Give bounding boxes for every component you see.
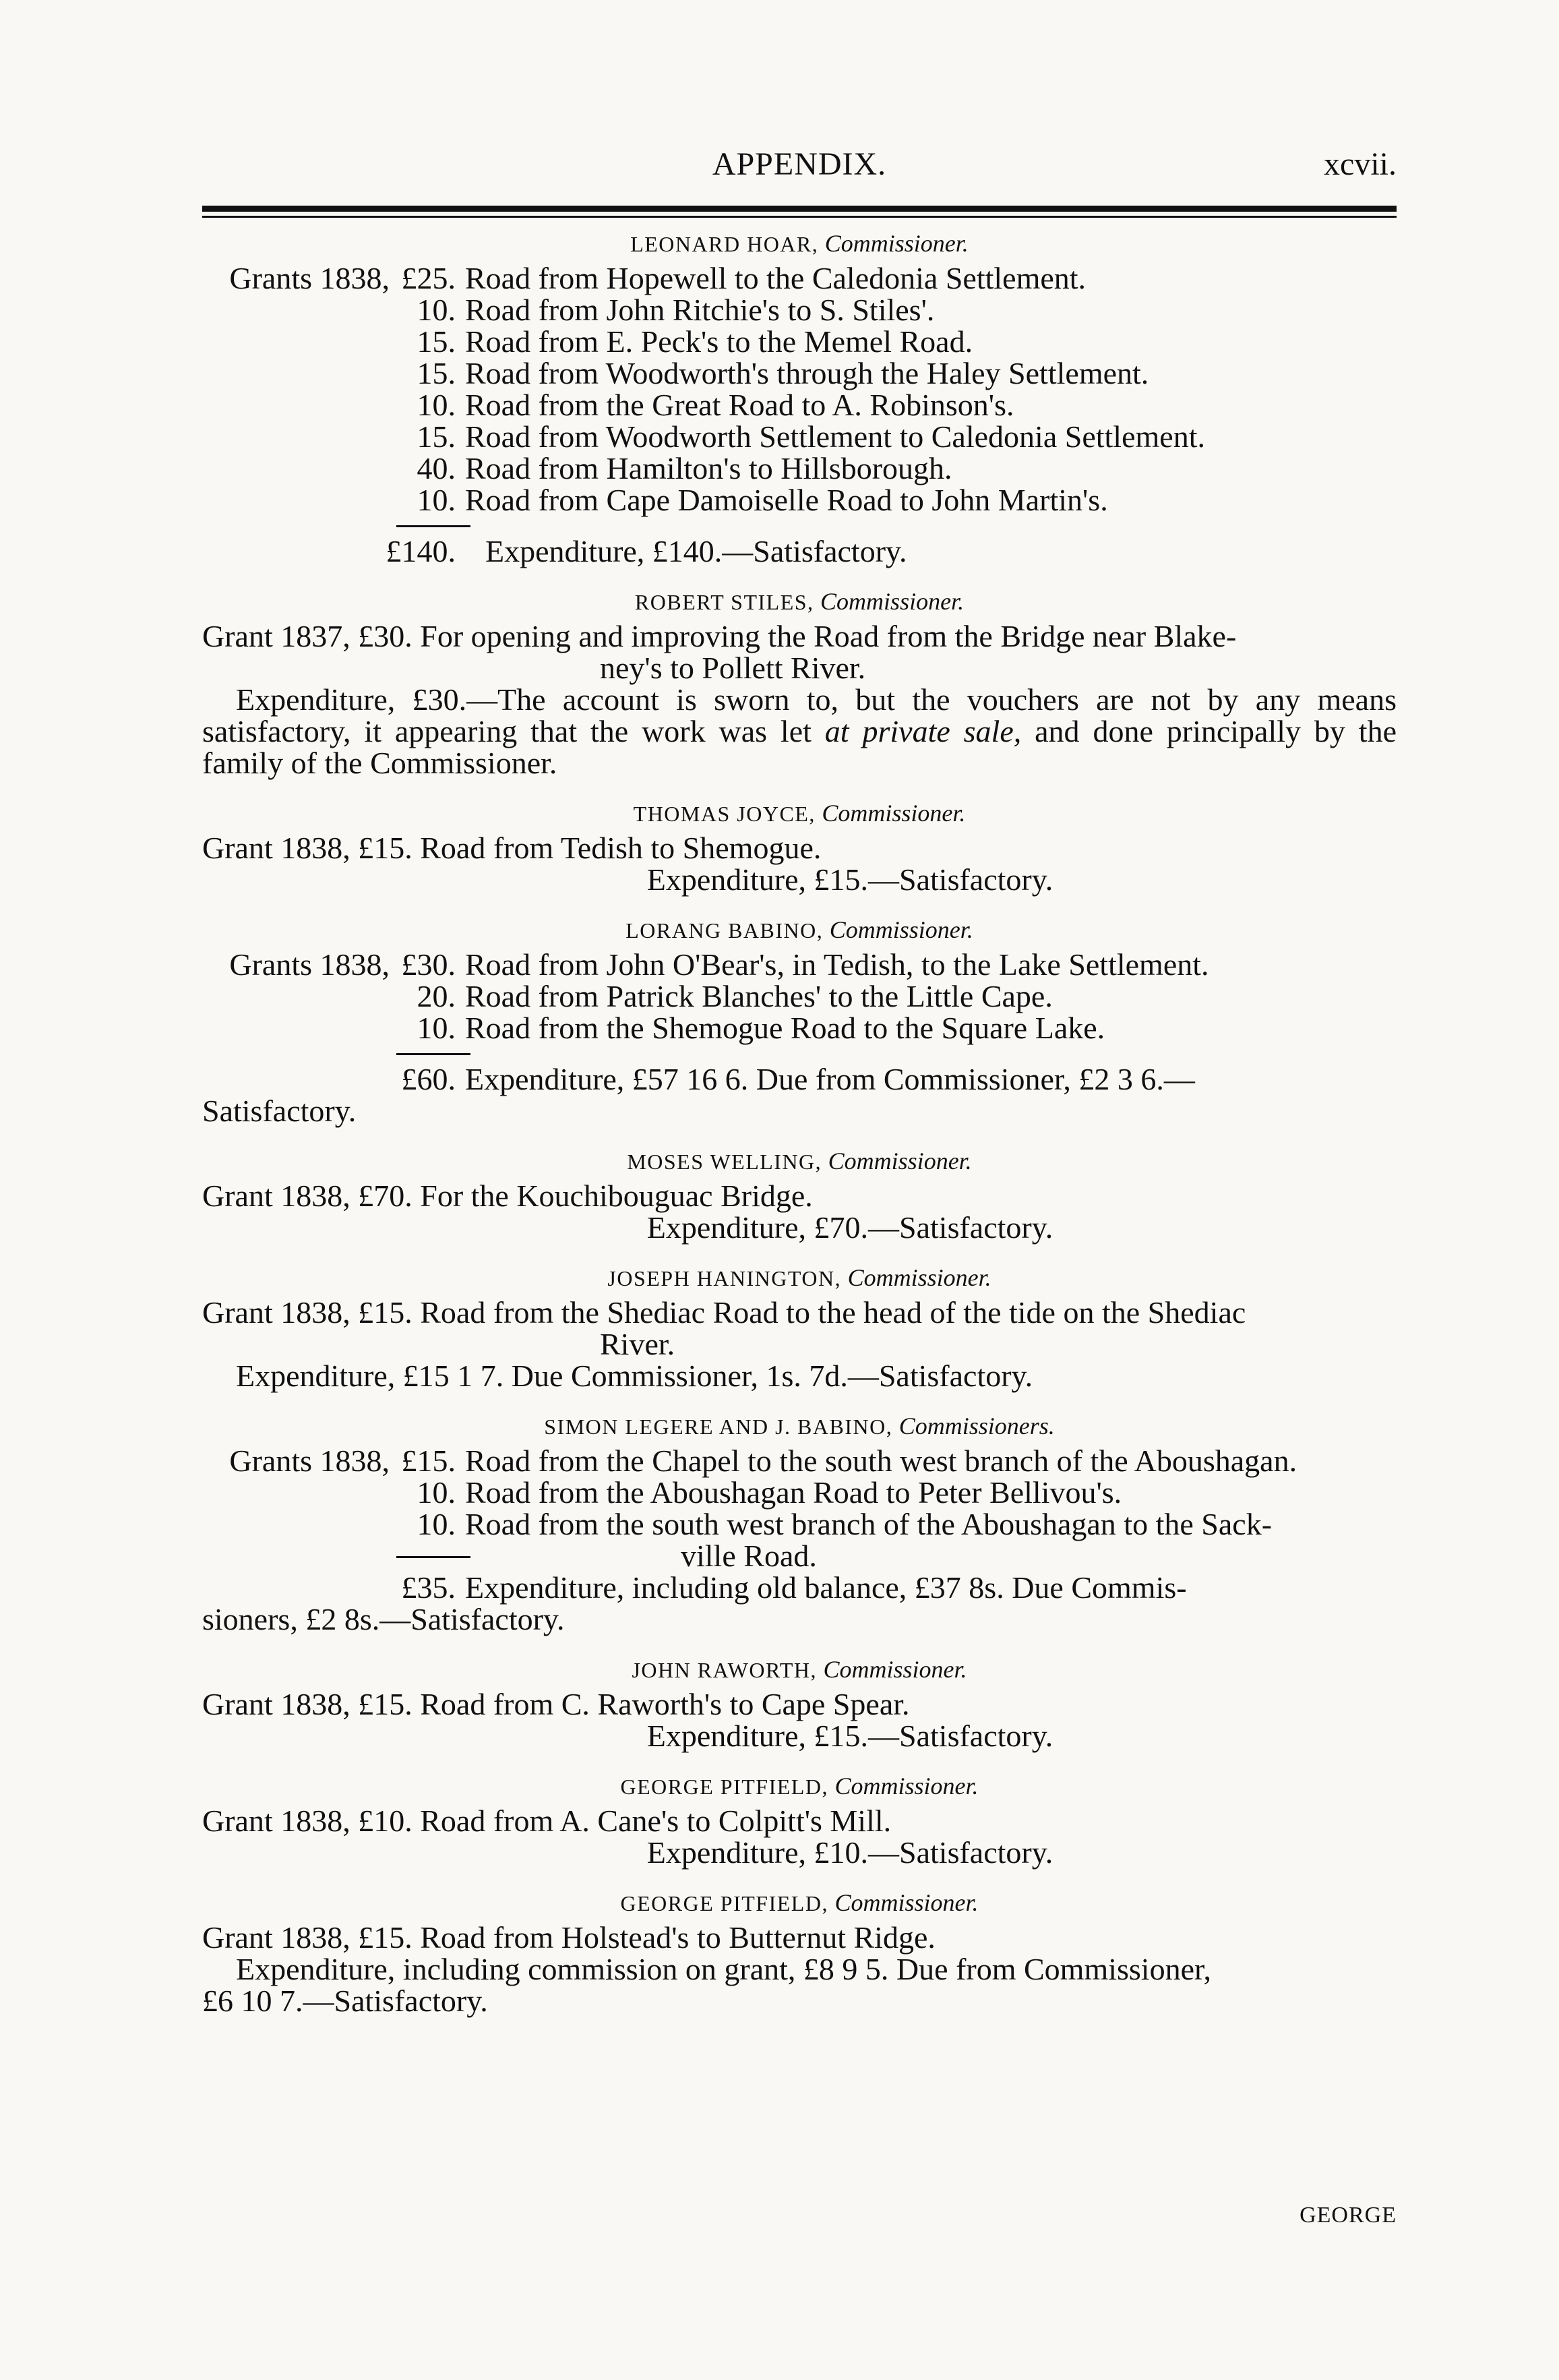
grant-row: Grants 1838, £15. Road from the Chapel to the south west branch of the Aboushagan. xyxy=(202,1445,1397,1477)
commissioner-heading: LORANG BABINO, Commissioner. xyxy=(625,916,973,943)
grant-row: 15. Road from E. Peck's to the Memel Road. xyxy=(417,324,973,359)
commissioner-heading: GEORGE PITFIELD, Commissioner. xyxy=(620,1889,979,1916)
catchword: GEORGE xyxy=(1300,2203,1397,2228)
grant-row: 10. Road from John Ritchie's to S. Stiles'. xyxy=(417,293,935,327)
header-rule-thick xyxy=(202,206,1397,212)
grant-line: Grant 1838, £15. Road from Tedish to Shemogue. xyxy=(202,831,822,865)
grant-line: Grant 1838, £10. Road from A. Cane's to Colpitt's Mill. xyxy=(202,1804,892,1838)
total-row-continued: sioners, £2 8s.—Satisfactory. xyxy=(202,1602,565,1636)
grant-label: Grants 1838, xyxy=(229,261,390,295)
grant-line: Grant 1838, £15. Road from the Shediac Road to the head of the tide on the Shediac xyxy=(202,1295,1246,1330)
expenditure-line: Expenditure, £15 1 7. Due Commissioner, 1s. 7d.—Satisfactory. xyxy=(236,1359,1033,1393)
grant-row: 15. Road from Woodworth Settlement to Caledonia Settlement. xyxy=(417,419,1205,454)
appendix-body xyxy=(202,229,1397,2037)
commissioner-heading: THOMAS JOYCE, Commissioner. xyxy=(633,800,966,827)
grant-line: Grant 1838, £15. Road from C. Raworth's to Cape Spear. xyxy=(202,1687,910,1721)
grant-row: 40. Road from Hamilton's to Hillsborough. xyxy=(417,451,952,485)
total-row: £35. Expenditure, including old balance, £37 8s. Due Commis- xyxy=(401,1570,1187,1605)
commissioner-heading: ROBERT STILES, Commissioner. xyxy=(634,588,965,615)
commissioner-heading: JOSEPH HANINGTON, Commissioner. xyxy=(607,1264,991,1291)
expenditure-line: Expenditure, £10.—Satisfactory. xyxy=(646,1835,1053,1870)
grant-row: 10. Road from Cape Damoiselle Road to John Martin's. xyxy=(417,483,1108,517)
grant-row-continued: ville Road. xyxy=(202,1540,1397,1572)
page-number: xcvii. xyxy=(1324,146,1397,182)
expenditure-paragraph: Expenditure, £30.—The account is sworn to, but the vouchers are not by any means satisfactory, it appearing that the work was let at private sale, and done principally by the family of the Commissioner. xyxy=(202,682,1397,780)
expenditure-line: Expenditure, £15.—Satisfactory. xyxy=(646,862,1053,897)
commissioner-heading: LEONARD HOAR, Commissioner. xyxy=(630,230,969,257)
sum-rule xyxy=(396,525,470,527)
sum-rule xyxy=(396,1053,470,1055)
grant-label: Grants 1838, xyxy=(229,1444,390,1478)
grant-row: 20. Road from Patrick Blanches' to the Little Cape. xyxy=(417,979,1053,1013)
sum-rule xyxy=(396,1556,470,1558)
total-row: £60. Expenditure, £57 16 6. Due from Commissioner, £2 3 6.— xyxy=(401,1062,1195,1096)
grant-label: Grants 1838, xyxy=(229,947,390,982)
grant-row: 10. Road from the Aboushagan Road to Peter Bellivou's. xyxy=(417,1475,1122,1510)
header-rule-thin xyxy=(202,216,1397,218)
grant-row: 10. Road from the Great Road to A. Robinson's. xyxy=(417,388,1014,422)
grant-line: Grant 1837, £30. For opening and improving the Road from the Bridge near Blake- xyxy=(202,619,1237,653)
grant-row: Grants 1838, £25. Road from Hopewell to the Caledonia Settlement. xyxy=(202,262,1397,294)
expenditure-line-continued: £6 10 7.—Satisfactory. xyxy=(202,1984,488,2018)
header-title: APPENDIX. xyxy=(712,146,887,182)
entry-george-pitfield-1 xyxy=(202,1772,1397,1868)
entry-joseph-hanington xyxy=(202,1263,1397,1392)
entry-robert-stiles xyxy=(202,587,1397,779)
commissioner-heading: MOSES WELLING, Commissioner. xyxy=(627,1148,972,1174)
grant-row: 10. Road from the Shemogue Road to the Square Lake. xyxy=(417,1011,1105,1045)
entry-george-pitfield-2 xyxy=(202,1888,1397,2017)
entry-legere-babino xyxy=(202,1412,1397,1635)
entry-lorang-babino xyxy=(202,916,1397,1127)
commissioner-heading: GEORGE PITFIELD, Commissioner. xyxy=(620,1773,979,1799)
grant-row: 15. Road from Woodworth's through the Haley Settlement. xyxy=(417,356,1149,390)
entry-moses-welling xyxy=(202,1147,1397,1243)
grant-row: Grants 1838, £30. Road from John O'Bear's, in Tedish, to the Lake Settlement. xyxy=(202,949,1397,980)
grant-line-continued: ney's to Pollett River. xyxy=(600,651,866,685)
entry-john-raworth xyxy=(202,1655,1397,1752)
entry-thomas-joyce xyxy=(202,799,1397,895)
grant-row: 10. Road from the south west branch of the Aboushagan to the Sack- xyxy=(417,1507,1273,1541)
commissioner-heading: SIMON LEGERE AND J. BABINO, Commissioners. xyxy=(544,1412,1055,1439)
commissioner-heading: JOHN RAWORTH, Commissioner. xyxy=(632,1656,967,1683)
expenditure-line: Expenditure, £15.—Satisfactory. xyxy=(646,1719,1053,1753)
expenditure-line: Expenditure, including commission on grant, £8 9 5. Due from Commissioner, xyxy=(236,1952,1211,1986)
total-row-continued: Satisfactory. xyxy=(202,1094,357,1128)
total-row: £140. Expenditure, £140.—Satisfactory. xyxy=(386,534,907,568)
grant-line-continued: River. xyxy=(600,1327,675,1361)
grant-line: Grant 1838, £15. Road from Holstead's to Butternut Ridge. xyxy=(202,1920,936,1955)
expenditure-line: Expenditure, £70.—Satisfactory. xyxy=(646,1210,1053,1245)
running-header xyxy=(202,138,1397,192)
entry-leonard-hoar xyxy=(202,229,1397,567)
grant-line: Grant 1838, £70. For the Kouchibouguac Bridge. xyxy=(202,1179,813,1213)
